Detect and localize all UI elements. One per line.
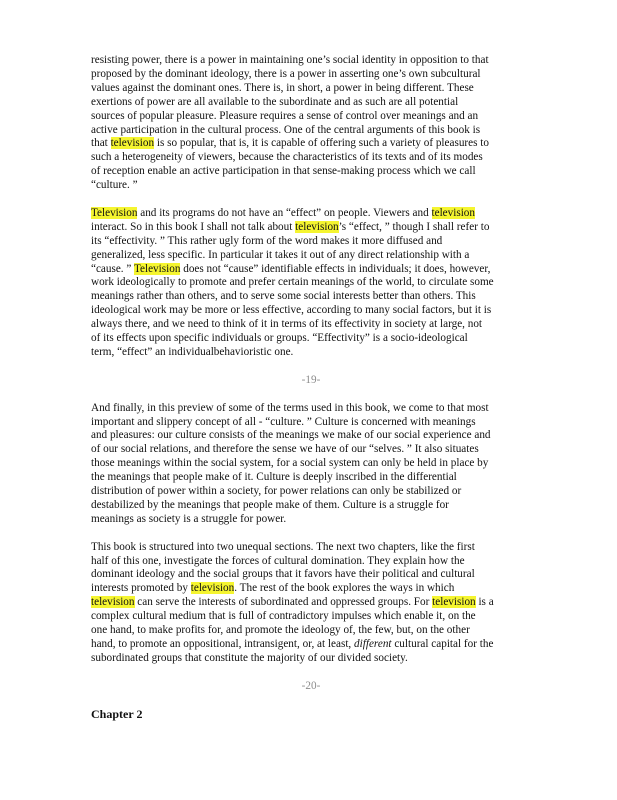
text-line [91, 249, 531, 263]
text-line [91, 457, 531, 471]
search-highlight: television [431, 206, 475, 219]
text-run: . The rest of the book explores the ways in which [234, 582, 455, 595]
text-line [91, 402, 531, 416]
text-run: that [91, 137, 111, 150]
text-line [91, 304, 531, 318]
text-line [91, 582, 531, 596]
text-run: the meanings that people make of it. Culture is deeply inscribed in the differential [91, 471, 457, 484]
text-run: dominant ideology and the social groups that it favors have their political and cultural [91, 568, 475, 581]
text-line [91, 137, 531, 151]
text-run: meanings as society is a struggle for power. [91, 512, 287, 525]
text-line [91, 124, 531, 138]
text-run: “cause. ” [91, 262, 134, 275]
text-block-page-20 [91, 402, 531, 666]
text-run: of our social relations, and therefore the sense we have of our “selves. ” It also situates [91, 443, 479, 456]
text-run: “culture. ” [91, 179, 138, 192]
text-line [91, 179, 531, 193]
search-highlight: Television [91, 206, 138, 219]
text-run: can serve the interests of subordinated and oppressed groups. For [134, 596, 433, 609]
text-run: resisting power, there is a power in maintaining one’s social identity in opposition to that [91, 54, 489, 66]
text-line [91, 276, 531, 290]
search-highlight: television [110, 137, 155, 150]
page-number: -19- [301, 373, 321, 386]
text-run: is a [475, 596, 494, 609]
text-line [91, 110, 531, 124]
text-run: is so popular, that is, it is capable of offering such a variety of pleasures to [154, 137, 489, 150]
text-line [91, 443, 531, 457]
search-highlight: television [190, 582, 235, 595]
paragraph [91, 541, 531, 666]
text-run: those meanings within the social system, for a social system can only be held in place by [91, 457, 489, 470]
text-line [91, 513, 531, 527]
text-run: complex cultural medium that is full of contradictory impulses which enable it, on the [91, 610, 476, 623]
text-line [91, 471, 531, 485]
text-line [91, 165, 531, 179]
text-run: and its programs do not have an “effect” on people. Viewers and [137, 206, 432, 219]
search-highlight: television [91, 596, 135, 609]
text-line [91, 638, 531, 652]
text-run: ideological work may be more or less effective, according to many social factors, but it is [91, 304, 492, 317]
text-line [91, 207, 531, 221]
text-run: sources of popular pleasure. Pleasure requires a sense of control over meanings and an [91, 109, 479, 122]
chapter-heading: Chapter 2 [91, 706, 143, 721]
search-highlight: Television [133, 262, 181, 275]
text-run: generalized, less specific. In particular it takes it out of any direct relationship with a [91, 248, 470, 261]
text-run: This book is structured into two unequal sections. The next two chapters, like the first [91, 540, 475, 553]
text-line [91, 610, 531, 624]
text-line [91, 624, 531, 638]
text-run: of reception enable an active participation in that sense-making process which we call [91, 165, 476, 178]
text-line [91, 263, 531, 277]
text-run: cultural capital for the [391, 638, 494, 650]
text-run: one hand, to make profits for, and promote the ideology of, the few, but, on the other [91, 624, 470, 637]
text-line [91, 555, 531, 569]
text-block-page-19 [91, 54, 531, 360]
text-run: and pleasures: our culture consists of the meanings we make of our social experience and [91, 429, 491, 442]
text-run: such a heterogeneity of viewers, because the characteristics of its texts and of its modes [91, 151, 483, 164]
text-line [91, 96, 531, 110]
text-run: And finally, in this preview of some of the terms used in this book, we come to that most [91, 401, 489, 414]
paragraph [91, 54, 531, 193]
page-number: -20- [301, 679, 321, 692]
text-run: proposed by the dominant ideology, there is a power in asserting one’s own subcultural [91, 67, 481, 80]
text-line [91, 568, 531, 582]
text-line [91, 346, 531, 360]
text-run: work ideologically to promote and prefer certain meanings of the world, to circulate some [91, 276, 494, 289]
text-run: ’s “effect, ” though I shall refer to [338, 220, 490, 233]
text-line [91, 151, 531, 165]
text-run: interests promoted by [91, 582, 191, 595]
text-line [91, 485, 531, 499]
text-run: distribution of power within a society, for power relations can only be stabilized or [91, 485, 462, 498]
text-run: hand, to promote an oppositional, intransigent, or, at least, [91, 638, 355, 650]
text-line [91, 416, 531, 430]
text-run: meanings rather than others, and to serve some social interests better than others. This [91, 290, 476, 303]
search-highlight: television [295, 220, 339, 233]
text-run: destabilized by the meanings that people make of them. Culture is a struggle for [91, 498, 449, 511]
search-highlight: television [432, 596, 476, 609]
text-run: half of this one, investigate the forces of cultural domination. They explain how the [91, 554, 465, 567]
text-line [91, 596, 531, 610]
text-line [91, 332, 531, 346]
text-line [91, 235, 531, 249]
text-run: always there, and we need to think of it in terms of its effectivity in society at large, not [91, 318, 483, 331]
text-run: different [354, 638, 392, 650]
paragraph [91, 207, 531, 360]
text-line [91, 82, 531, 96]
text-line [91, 499, 531, 513]
text-run: subordinated groups that constitute the majority of our divided society. [91, 651, 408, 664]
document-page [91, 54, 531, 721]
text-line [91, 290, 531, 304]
text-line [91, 429, 531, 443]
text-line [91, 68, 531, 82]
text-line [91, 318, 531, 332]
text-line [91, 652, 531, 666]
text-run: its “effectivity. ” This rather ugly form of the word makes it more diffused and [91, 234, 443, 247]
text-run: does not “cause” identifiable effects in individuals; it does, however, [180, 262, 491, 275]
paragraph [91, 402, 531, 527]
text-line [91, 221, 531, 235]
text-run: interact. So in this book I shall not talk about [91, 220, 296, 233]
text-line [91, 541, 531, 555]
text-run: of its effects upon specific individuals or groups. “Effectivity” is a socio-ideological [91, 332, 468, 345]
text-run: important and slippery concept of all - “culture. ” Culture is concerned with meanings [91, 415, 476, 428]
text-run: active participation in the cultural process. One of the central arguments of this book is [91, 123, 481, 136]
text-run: term, “effect” an individualbehavioristic one. [91, 346, 294, 359]
text-run: exertions of power are all available to the subordinate and as such are all potential [91, 95, 459, 108]
text-run: values against the dominant ones. There is, in short, a power in being different. These [91, 81, 474, 94]
text-line [91, 54, 531, 68]
